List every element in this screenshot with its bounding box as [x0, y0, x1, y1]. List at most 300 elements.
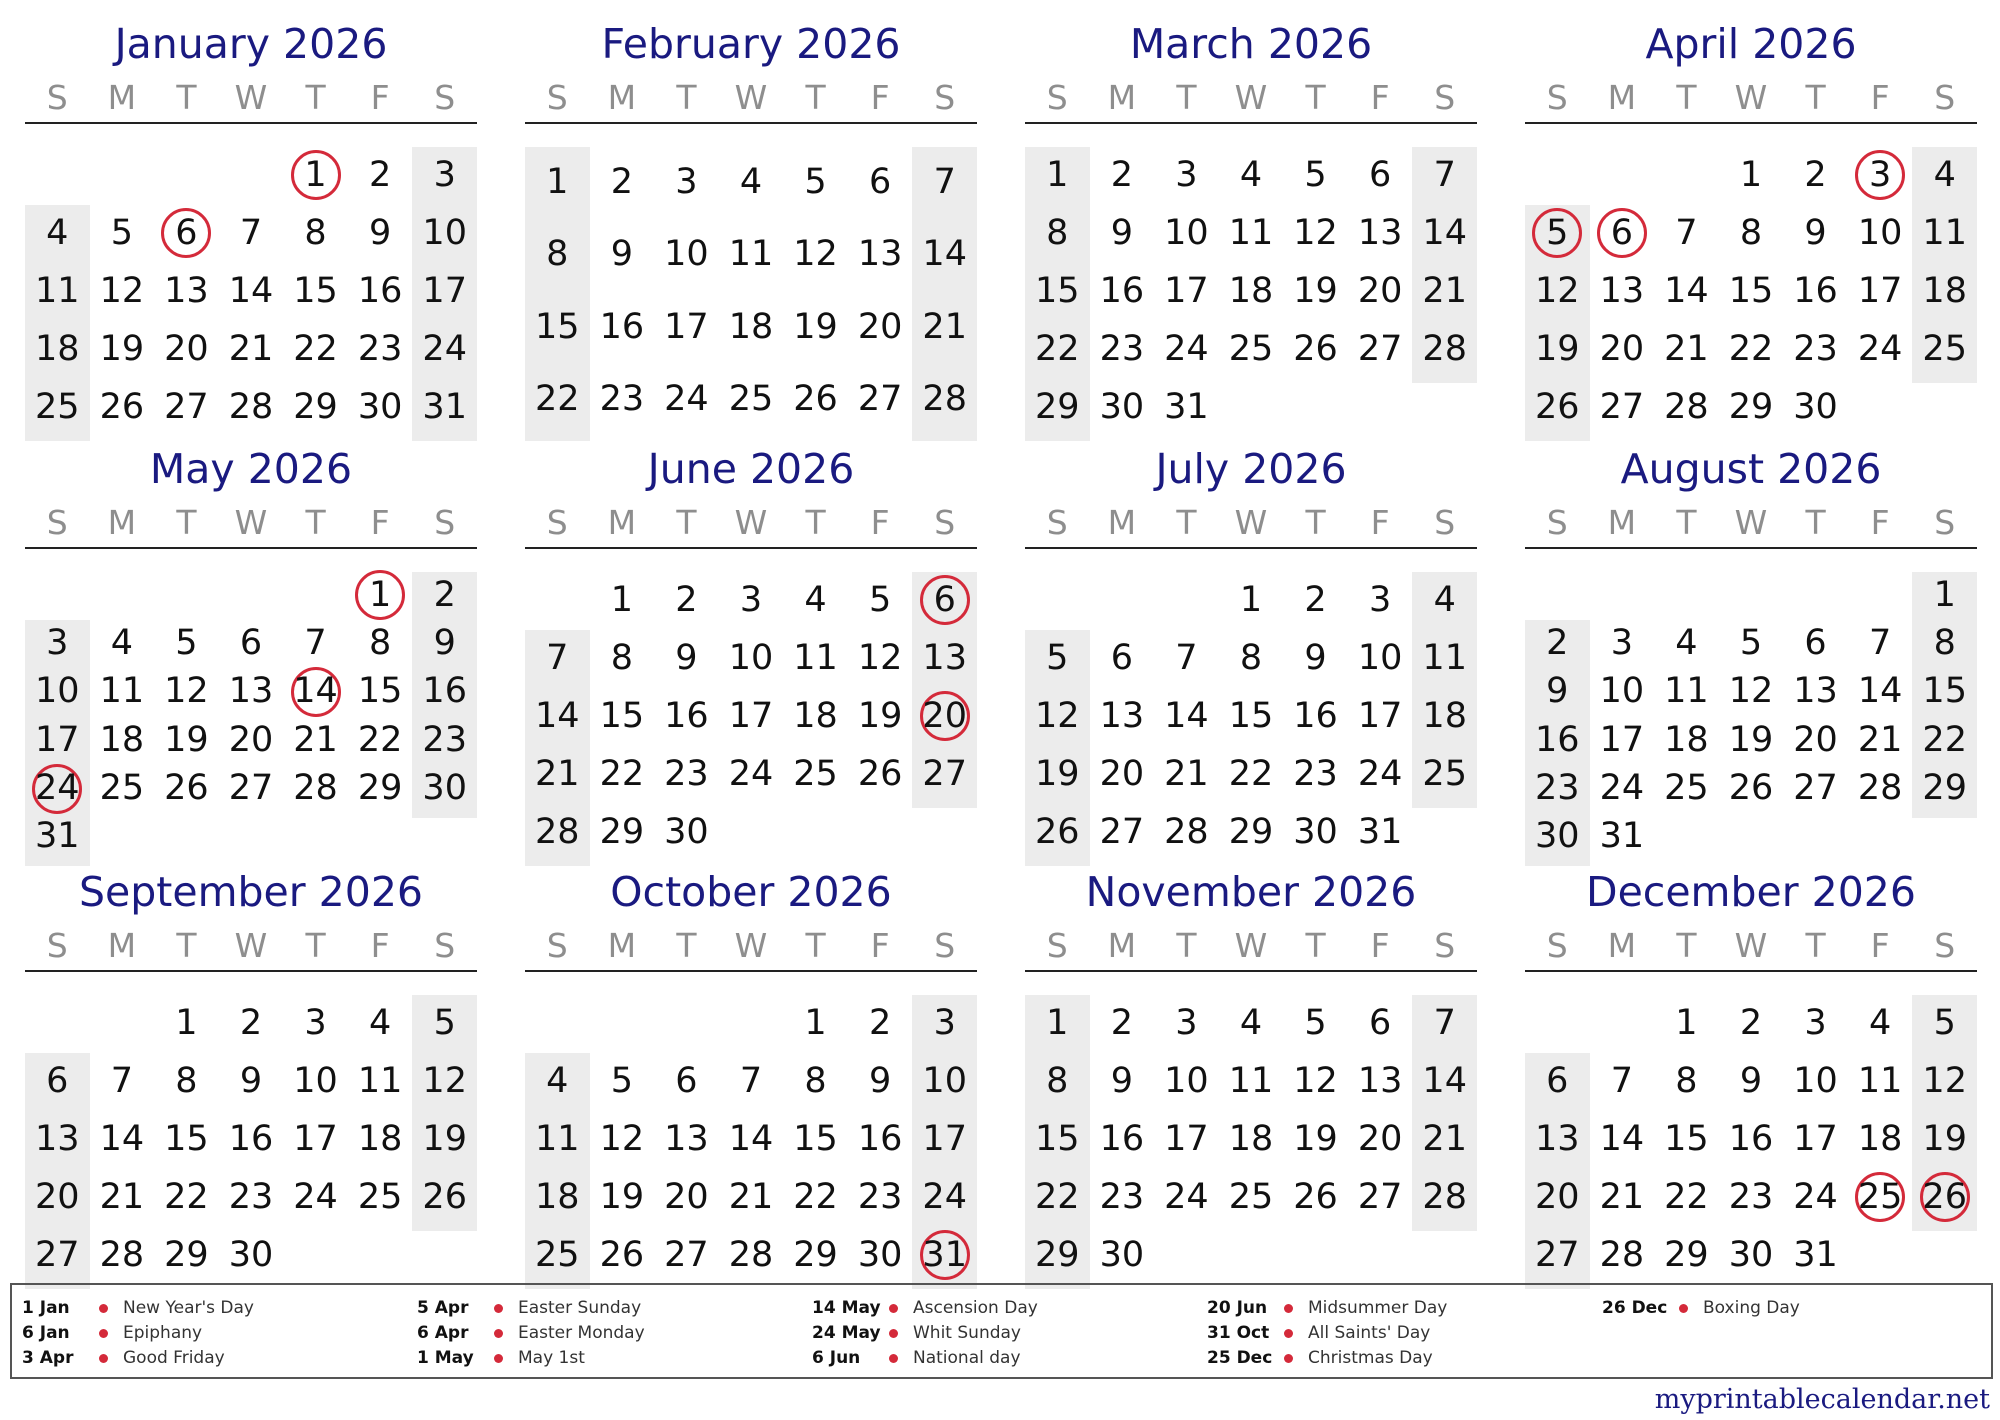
- day-cell[interactable]: 8: [610, 637, 633, 678]
- day-cell[interactable]: 16: [228, 1118, 274, 1159]
- day-cell[interactable]: 15: [164, 1118, 209, 1159]
- day-cell[interactable]: 22: [1035, 1176, 1080, 1217]
- day-cell[interactable]: 10: [1793, 1060, 1838, 1101]
- day-cell[interactable]: 24: [1857, 328, 1903, 369]
- day-cell[interactable]: 15: [293, 270, 338, 311]
- day-cell[interactable]: 18: [1857, 1118, 1903, 1159]
- day-cell[interactable]: 2: [1110, 1002, 1133, 1043]
- day-cell[interactable]: 19: [793, 306, 838, 347]
- day-cell[interactable]: 8: [546, 234, 569, 275]
- day-cell[interactable]: 15: [357, 671, 403, 712]
- day-cell[interactable]: 3: [433, 154, 456, 195]
- day-cell[interactable]: 4: [368, 1002, 392, 1043]
- day-cell[interactable]: 1: [546, 161, 569, 202]
- day-cell[interactable]: 9: [1739, 1060, 1763, 1101]
- day-cell[interactable]: 11: [1228, 1060, 1274, 1101]
- day-cell[interactable]: 16: [1099, 1118, 1145, 1159]
- day-cell[interactable]: 22: [1664, 1176, 1709, 1217]
- day-cell[interactable]: 31: [1599, 816, 1645, 857]
- day-cell[interactable]: 8: [1739, 212, 1763, 253]
- day-cell[interactable]: 24: [1357, 753, 1403, 794]
- day-cell[interactable]: 14: [1422, 1060, 1467, 1101]
- day-cell[interactable]: 3: [1175, 154, 1198, 195]
- day-cell[interactable]: 5: [433, 1002, 456, 1043]
- day-cell[interactable]: 23: [1099, 328, 1145, 369]
- day-cell[interactable]: 16: [1793, 270, 1838, 311]
- day-cell[interactable]: 22: [599, 753, 645, 794]
- day-cell[interactable]: 4: [739, 161, 763, 202]
- day-cell[interactable]: 2: [1739, 1002, 1763, 1043]
- day-cell[interactable]: 28: [293, 768, 338, 808]
- day-cell[interactable]: 4: [1239, 154, 1263, 195]
- day-cell[interactable]: 15: [1728, 270, 1774, 311]
- day-cell[interactable]: 19: [1035, 753, 1080, 794]
- day-cell[interactable]: 3: [304, 1002, 327, 1043]
- day-cell[interactable]: 21: [228, 328, 274, 369]
- day-cell[interactable]: 11: [99, 671, 145, 712]
- day-cell[interactable]: 30: [1728, 1234, 1774, 1275]
- day-cell[interactable]: 9: [868, 1060, 892, 1101]
- day-cell[interactable]: 27: [1599, 386, 1645, 427]
- day-cell[interactable]: 2: [368, 154, 392, 195]
- day-cell[interactable]: 20: [1357, 270, 1403, 311]
- day-cell[interactable]: 28: [1599, 1234, 1645, 1275]
- day-cell[interactable]: 30: [1535, 816, 1580, 857]
- day-cell[interactable]: 16: [1728, 1118, 1774, 1159]
- day-cell[interactable]: 14: [1857, 671, 1903, 712]
- website-credit[interactable]: myprintablecalendar.net: [1654, 1384, 1990, 1415]
- day-cell[interactable]: 11: [1228, 212, 1274, 253]
- day-cell[interactable]: 17: [1357, 695, 1403, 736]
- day-cell[interactable]: 28: [228, 386, 274, 427]
- day-cell[interactable]: 10: [293, 1060, 338, 1101]
- day-cell[interactable]: 19: [1293, 270, 1338, 311]
- day-cell[interactable]: 24: [293, 1176, 338, 1217]
- day-cell[interactable]: 1: [1046, 154, 1069, 195]
- day-cell[interactable]: 1: [1239, 579, 1263, 620]
- day-cell[interactable]: 23: [228, 1176, 274, 1217]
- day-cell[interactable]: 20: [164, 328, 209, 369]
- day-cell[interactable]: 6: [675, 1060, 698, 1101]
- day-cell[interactable]: 19: [164, 719, 209, 760]
- day-cell[interactable]: 3: [739, 579, 763, 620]
- day-cell[interactable]: 9: [239, 1060, 263, 1101]
- day-cell[interactable]: 31: [1357, 811, 1403, 852]
- day-cell[interactable]: 15: [535, 306, 580, 347]
- day-cell[interactable]: 13: [664, 1118, 709, 1159]
- day-cell[interactable]: 1: [1933, 574, 1956, 615]
- day-cell[interactable]: 19: [599, 1176, 645, 1217]
- day-cell[interactable]: 13: [1357, 1060, 1403, 1101]
- day-cell[interactable]: 11: [1922, 212, 1967, 253]
- day-cell[interactable]: 6: [868, 161, 892, 202]
- day-cell[interactable]: 27: [1357, 328, 1403, 369]
- day-cell[interactable]: 9: [1110, 1060, 1133, 1101]
- day-cell[interactable]: 25: [728, 379, 774, 420]
- day-cell[interactable]: 27: [35, 1234, 80, 1275]
- day-cell[interactable]: 13: [228, 671, 274, 712]
- day-cell[interactable]: 22: [1922, 719, 1967, 760]
- day-cell[interactable]: 16: [664, 695, 709, 736]
- day-cell[interactable]: 18: [728, 306, 774, 347]
- day-cell[interactable]: 24: [422, 328, 467, 369]
- day-cell[interactable]: 1: [1675, 1002, 1698, 1043]
- day-cell[interactable]: 11: [535, 1118, 580, 1159]
- day-cell[interactable]: 29: [164, 1234, 209, 1275]
- day-cell[interactable]: 22: [793, 1176, 838, 1217]
- day-cell[interactable]: 7: [304, 623, 327, 663]
- day-cell[interactable]: 24: [35, 768, 80, 808]
- day-cell[interactable]: 25: [357, 1176, 403, 1217]
- day-cell[interactable]: 17: [1857, 270, 1903, 311]
- day-cell[interactable]: 21: [1164, 753, 1209, 794]
- day-cell[interactable]: 22: [1035, 328, 1080, 369]
- day-cell[interactable]: 17: [293, 1118, 338, 1159]
- day-cell[interactable]: 4: [546, 1060, 569, 1101]
- day-cell[interactable]: 8: [368, 623, 392, 663]
- day-cell[interactable]: 8: [1239, 637, 1263, 678]
- day-cell[interactable]: 2: [610, 161, 633, 202]
- day-cell[interactable]: 12: [1035, 695, 1080, 736]
- day-cell[interactable]: 31: [1793, 1234, 1838, 1275]
- day-cell[interactable]: 22: [164, 1176, 209, 1217]
- day-cell[interactable]: 14: [99, 1118, 145, 1159]
- day-cell[interactable]: 1: [304, 154, 327, 195]
- day-cell[interactable]: 12: [1293, 1060, 1338, 1101]
- day-cell[interactable]: 19: [1293, 1118, 1338, 1159]
- day-cell[interactable]: 7: [546, 637, 569, 678]
- day-cell[interactable]: 25: [793, 753, 838, 794]
- day-cell[interactable]: 5: [1546, 212, 1569, 253]
- day-cell[interactable]: 7: [110, 1060, 133, 1101]
- day-cell[interactable]: 17: [1793, 1118, 1838, 1159]
- day-cell[interactable]: 7: [933, 161, 956, 202]
- day-cell[interactable]: 21: [1422, 270, 1467, 311]
- day-cell[interactable]: 17: [35, 719, 80, 760]
- day-cell[interactable]: 8: [304, 212, 327, 253]
- day-cell[interactable]: 17: [922, 1118, 967, 1159]
- day-cell[interactable]: 15: [599, 695, 645, 736]
- day-cell[interactable]: 23: [664, 753, 709, 794]
- day-cell[interactable]: 6: [1368, 154, 1392, 195]
- day-cell[interactable]: 13: [164, 270, 209, 311]
- day-cell[interactable]: 25: [1922, 328, 1967, 369]
- day-cell[interactable]: 3: [46, 623, 69, 663]
- day-cell[interactable]: 2: [239, 1002, 263, 1043]
- day-cell[interactable]: 10: [422, 212, 467, 253]
- day-cell[interactable]: 12: [422, 1060, 467, 1101]
- day-cell[interactable]: 18: [1922, 270, 1967, 311]
- day-cell[interactable]: 25: [1228, 1176, 1274, 1217]
- day-cell[interactable]: 25: [1857, 1176, 1903, 1217]
- day-cell[interactable]: 25: [35, 386, 80, 427]
- day-cell[interactable]: 4: [110, 623, 133, 663]
- day-cell[interactable]: 27: [922, 753, 967, 794]
- day-cell[interactable]: 29: [293, 386, 338, 427]
- day-cell[interactable]: 14: [228, 270, 274, 311]
- day-cell[interactable]: 20: [1599, 328, 1645, 369]
- day-cell[interactable]: 25: [99, 768, 145, 808]
- day-cell[interactable]: 12: [1535, 270, 1580, 311]
- day-cell[interactable]: 2: [1304, 579, 1327, 620]
- day-cell[interactable]: 17: [728, 695, 774, 736]
- day-cell[interactable]: 10: [728, 637, 774, 678]
- day-cell[interactable]: 7: [1675, 212, 1698, 253]
- day-cell[interactable]: 12: [857, 637, 903, 678]
- day-cell[interactable]: 7: [1433, 1002, 1456, 1043]
- day-cell[interactable]: 19: [1728, 719, 1774, 760]
- day-cell[interactable]: 30: [1099, 1234, 1145, 1275]
- day-cell[interactable]: 20: [1357, 1118, 1403, 1159]
- day-cell[interactable]: 25: [535, 1234, 580, 1275]
- day-cell[interactable]: 29: [1728, 386, 1774, 427]
- day-cell[interactable]: 13: [1793, 671, 1838, 712]
- day-cell[interactable]: 26: [422, 1176, 467, 1217]
- day-cell[interactable]: 30: [357, 386, 403, 427]
- day-cell[interactable]: 13: [922, 637, 967, 678]
- day-cell[interactable]: 21: [99, 1176, 145, 1217]
- day-cell[interactable]: 5: [1739, 623, 1763, 663]
- day-cell[interactable]: 7: [239, 212, 263, 253]
- day-cell[interactable]: 26: [1293, 1176, 1338, 1217]
- day-cell[interactable]: 26: [99, 386, 145, 427]
- day-cell[interactable]: 3: [1175, 1002, 1198, 1043]
- day-cell[interactable]: 17: [1164, 270, 1209, 311]
- day-cell[interactable]: 3: [675, 161, 698, 202]
- day-cell[interactable]: 13: [1599, 270, 1645, 311]
- day-cell[interactable]: 21: [1422, 1118, 1467, 1159]
- day-cell[interactable]: 23: [1793, 328, 1838, 369]
- day-cell[interactable]: 27: [1099, 811, 1145, 852]
- day-cell[interactable]: 15: [1035, 270, 1080, 311]
- day-cell[interactable]: 21: [1599, 1176, 1645, 1217]
- day-cell[interactable]: 6: [46, 1060, 69, 1101]
- day-cell[interactable]: 4: [1433, 579, 1456, 620]
- day-cell[interactable]: 23: [422, 719, 467, 760]
- day-cell[interactable]: 28: [1664, 386, 1709, 427]
- day-cell[interactable]: 12: [599, 1118, 645, 1159]
- day-cell[interactable]: 29: [1922, 768, 1967, 808]
- day-cell[interactable]: 30: [422, 768, 467, 808]
- day-cell[interactable]: 31: [35, 816, 80, 857]
- day-cell[interactable]: 18: [1228, 270, 1274, 311]
- day-cell[interactable]: 2: [1110, 154, 1133, 195]
- day-cell[interactable]: 11: [793, 637, 838, 678]
- day-cell[interactable]: 28: [1857, 768, 1903, 808]
- day-cell[interactable]: 18: [99, 719, 145, 760]
- day-cell[interactable]: 10: [1164, 212, 1209, 253]
- day-cell[interactable]: 22: [535, 379, 580, 420]
- day-cell[interactable]: 15: [1228, 695, 1274, 736]
- day-cell[interactable]: 27: [664, 1234, 709, 1275]
- day-cell[interactable]: 22: [1728, 328, 1774, 369]
- day-cell[interactable]: 27: [857, 379, 903, 420]
- day-cell[interactable]: 27: [164, 386, 209, 427]
- day-cell[interactable]: 30: [857, 1234, 903, 1275]
- day-cell[interactable]: 27: [1793, 768, 1838, 808]
- day-cell[interactable]: 2: [675, 579, 698, 620]
- day-cell[interactable]: 5: [110, 212, 133, 253]
- day-cell[interactable]: 12: [1728, 671, 1774, 712]
- day-cell[interactable]: 3: [1868, 154, 1892, 195]
- day-cell[interactable]: 13: [35, 1118, 80, 1159]
- day-cell[interactable]: 29: [357, 768, 403, 808]
- day-cell[interactable]: 14: [293, 671, 338, 712]
- day-cell[interactable]: 22: [357, 719, 403, 760]
- day-cell[interactable]: 7: [1610, 1060, 1633, 1101]
- day-cell[interactable]: 12: [793, 234, 838, 275]
- day-cell[interactable]: 4: [46, 212, 69, 253]
- day-cell[interactable]: 14: [1422, 212, 1467, 253]
- day-cell[interactable]: 18: [793, 695, 838, 736]
- day-cell[interactable]: 23: [599, 379, 645, 420]
- day-cell[interactable]: 21: [535, 753, 580, 794]
- day-cell[interactable]: 4: [1933, 154, 1956, 195]
- day-cell[interactable]: 28: [1422, 1176, 1467, 1217]
- day-cell[interactable]: 26: [1728, 768, 1774, 808]
- day-cell[interactable]: 29: [1664, 1234, 1709, 1275]
- day-cell[interactable]: 23: [357, 328, 403, 369]
- day-cell[interactable]: 26: [1035, 811, 1080, 852]
- day-cell[interactable]: 31: [422, 386, 467, 427]
- day-cell[interactable]: 6: [1610, 212, 1633, 253]
- day-cell[interactable]: 4: [1868, 1002, 1892, 1043]
- day-cell[interactable]: 7: [1868, 623, 1892, 663]
- day-cell[interactable]: 6: [1110, 637, 1133, 678]
- day-cell[interactable]: 6: [933, 579, 956, 620]
- day-cell[interactable]: 13: [1099, 695, 1145, 736]
- day-cell[interactable]: 16: [357, 270, 403, 311]
- day-cell[interactable]: 29: [1228, 811, 1274, 852]
- day-cell[interactable]: 23: [1728, 1176, 1774, 1217]
- day-cell[interactable]: 24: [1164, 1176, 1209, 1217]
- day-cell[interactable]: 5: [1304, 1002, 1327, 1043]
- day-cell[interactable]: 24: [728, 753, 774, 794]
- day-cell[interactable]: 19: [1922, 1118, 1967, 1159]
- day-cell[interactable]: 10: [35, 671, 80, 712]
- day-cell[interactable]: 5: [804, 161, 827, 202]
- day-cell[interactable]: 6: [1804, 623, 1827, 663]
- day-cell[interactable]: 9: [675, 637, 698, 678]
- day-cell[interactable]: 5: [868, 579, 892, 620]
- day-cell[interactable]: 28: [728, 1234, 774, 1275]
- day-cell[interactable]: 12: [1293, 212, 1338, 253]
- day-cell[interactable]: 30: [1099, 386, 1145, 427]
- day-cell[interactable]: 11: [1422, 637, 1467, 678]
- day-cell[interactable]: 28: [1422, 328, 1467, 369]
- day-cell[interactable]: 24: [1793, 1176, 1838, 1217]
- day-cell[interactable]: 19: [857, 695, 903, 736]
- day-cell[interactable]: 29: [599, 811, 645, 852]
- day-cell[interactable]: 23: [1293, 753, 1338, 794]
- day-cell[interactable]: 16: [422, 671, 467, 712]
- day-cell[interactable]: 3: [933, 1002, 956, 1043]
- day-cell[interactable]: 18: [357, 1118, 403, 1159]
- day-cell[interactable]: 11: [35, 270, 80, 311]
- day-cell[interactable]: 27: [1535, 1234, 1580, 1275]
- day-cell[interactable]: 3: [1368, 579, 1392, 620]
- day-cell[interactable]: 4: [1675, 623, 1698, 663]
- day-cell[interactable]: 1: [610, 579, 633, 620]
- day-cell[interactable]: 24: [664, 379, 709, 420]
- day-cell[interactable]: 16: [1293, 695, 1338, 736]
- day-cell[interactable]: 11: [728, 234, 774, 275]
- day-cell[interactable]: 5: [610, 1060, 633, 1101]
- day-cell[interactable]: 6: [1368, 1002, 1392, 1043]
- day-cell[interactable]: 17: [1599, 719, 1645, 760]
- day-cell[interactable]: 9: [1546, 671, 1569, 712]
- day-cell[interactable]: 10: [664, 234, 709, 275]
- day-cell[interactable]: 1: [804, 1002, 827, 1043]
- day-cell[interactable]: 10: [1357, 637, 1403, 678]
- day-cell[interactable]: 15: [1035, 1118, 1080, 1159]
- day-cell[interactable]: 26: [164, 768, 209, 808]
- day-cell[interactable]: 13: [1357, 212, 1403, 253]
- day-cell[interactable]: 2: [1804, 154, 1827, 195]
- day-cell[interactable]: 9: [1304, 637, 1327, 678]
- day-cell[interactable]: 28: [535, 811, 580, 852]
- day-cell[interactable]: 6: [1546, 1060, 1569, 1101]
- day-cell[interactable]: 6: [239, 623, 263, 663]
- day-cell[interactable]: 9: [1804, 212, 1827, 253]
- day-cell[interactable]: 16: [599, 306, 645, 347]
- day-cell[interactable]: 21: [922, 306, 967, 347]
- day-cell[interactable]: 18: [35, 328, 80, 369]
- day-cell[interactable]: 14: [1599, 1118, 1645, 1159]
- day-cell[interactable]: 1: [175, 1002, 198, 1043]
- day-cell[interactable]: 30: [1293, 811, 1338, 852]
- day-cell[interactable]: 31: [1164, 386, 1209, 427]
- day-cell[interactable]: 20: [857, 306, 903, 347]
- day-cell[interactable]: 29: [1035, 1234, 1080, 1275]
- day-cell[interactable]: 23: [857, 1176, 903, 1217]
- day-cell[interactable]: 7: [739, 1060, 763, 1101]
- day-cell[interactable]: 12: [164, 671, 209, 712]
- day-cell[interactable]: 13: [1535, 1118, 1580, 1159]
- day-cell[interactable]: 1: [368, 574, 392, 615]
- day-cell[interactable]: 20: [1099, 753, 1145, 794]
- day-cell[interactable]: 8: [1933, 623, 1956, 663]
- day-cell[interactable]: 5: [1304, 154, 1327, 195]
- day-cell[interactable]: 9: [610, 234, 633, 275]
- day-cell[interactable]: 17: [664, 306, 709, 347]
- day-cell[interactable]: 11: [1857, 1060, 1903, 1101]
- day-cell[interactable]: 3: [1804, 1002, 1827, 1043]
- day-cell[interactable]: 26: [599, 1234, 645, 1275]
- day-cell[interactable]: 18: [1422, 695, 1467, 736]
- day-cell[interactable]: 30: [1793, 386, 1838, 427]
- day-cell[interactable]: 12: [99, 270, 145, 311]
- day-cell[interactable]: 26: [793, 379, 838, 420]
- day-cell[interactable]: 18: [1228, 1118, 1274, 1159]
- day-cell[interactable]: 15: [793, 1118, 838, 1159]
- day-cell[interactable]: 20: [1793, 719, 1838, 760]
- day-cell[interactable]: 24: [1164, 328, 1209, 369]
- day-cell[interactable]: 14: [1164, 695, 1209, 736]
- day-cell[interactable]: 17: [422, 270, 467, 311]
- day-cell[interactable]: 26: [1293, 328, 1338, 369]
- day-cell[interactable]: 10: [1857, 212, 1903, 253]
- day-cell[interactable]: 25: [1422, 753, 1467, 794]
- day-cell[interactable]: 19: [99, 328, 145, 369]
- day-cell[interactable]: 5: [175, 623, 198, 663]
- day-cell[interactable]: 9: [1110, 212, 1133, 253]
- day-cell[interactable]: 5: [1933, 1002, 1956, 1043]
- day-cell[interactable]: 20: [664, 1176, 709, 1217]
- day-cell[interactable]: 14: [728, 1118, 774, 1159]
- day-cell[interactable]: 8: [1675, 1060, 1698, 1101]
- day-cell[interactable]: 11: [357, 1060, 403, 1101]
